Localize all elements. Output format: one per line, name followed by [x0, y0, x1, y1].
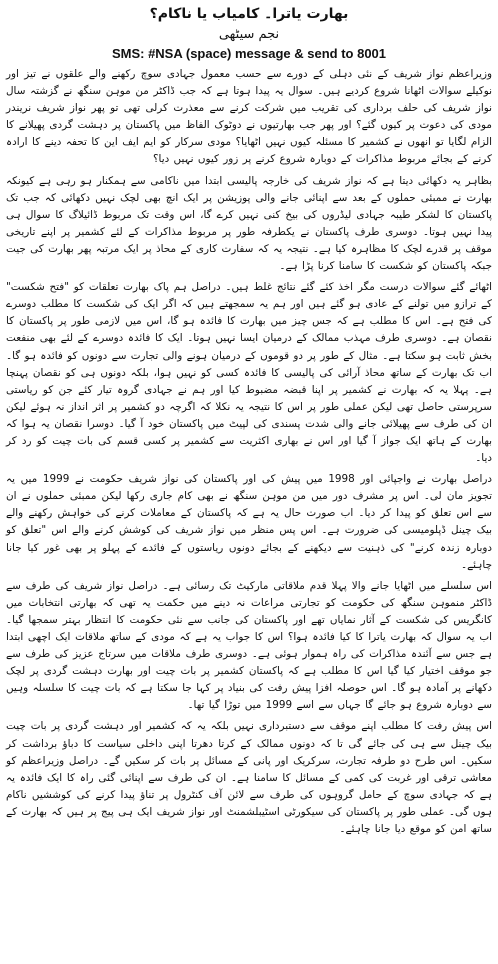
- article-paragraph: اس پیش رفت کا مطلب اپنے موقف سے دستبرداری نہیں بلکہ یہ کہ کشمیر اور دہشت گردی پر بات چیت بیک چینل سے ہی کی جائے گی تا کہ دونوں ممالک کے کرتا دھرتا اپنی داخلی سیاست کا دباؤ برداشت کر سکیں۔ اس طرح دو طرفہ تجارت، سرکریک اور پانی کے مسائل پر بات کر سکیں گے۔ دراصل وزیراعظم کو معاشی ترقی اور غربت کی کمی کے مسائل کا سامنا ہے۔ ان کی طرف سے اپنائی گئی راہ کا ایک فائدہ یہ ہے کہ جہادی سوچ کے حامل گروہوں کی طرف سے لائن آف کنٹرول پر تناؤ پیدا کرنے کی کوششیں ناکام ہوں گی۔ عملی طور پر پاکستان کی سیکورٹی اسٹیبلشمنٹ اور نواز شریف ایک ہی پیج پر ہیں کہ بھارت کے ساتھ امن کو موقع دیا جانا چاہئے۔: [6, 720, 492, 836]
- sms-subscription-line: SMS: #NSA (space) message & send to 8001: [111, 46, 387, 61]
- author-byline: نجم سیٹھی: [218, 27, 280, 42]
- article-paragraph: اس سلسلے میں اٹھایا جانے والا پہلا قدم ملاقاتی مارکیٹ تک رسائی ہے۔ دراصل نواز شریف کی طرف سے ڈاکٹر منموہن سنگھ کی حکومت کو تجارتی مراعات نہ دینے میں حکمت یہ تھی کہ بھارتی انتخابات میں کانگریس کی شکست کے آثار نمایاں تھے اور پاکستان کی جانب سے نئی حکومت کا انتظار بہتر سمجھا گیا۔ اب یہ سوال کہ بھارت یاترا کا کیا فائدہ ہوا؟ اس کا جواب یہ ہے کہ مودی کے ساتھ ملاقات ایک اچھی ابتدا ہے جس سے آئندہ مذاکرات کی راہ ہموار ہوئی ہے۔ دوسری طرف ملاقات میں سرتاج عزیز کی طرف سے جو موقف اختیار کیا گیا اس کا مطلب ہے کہ پاکستان کشمیر پر بات چیت اور بھارت دہشت گردی پر لچک دکھانے پر آمادہ ہو گا۔ اس حوصلہ افزا پیش رفت کی بنیاد پر کہا جا سکتا ہے کہ بات چیت کا سلسلہ وہیں سے دوبارہ شروع ہو جائے گا جہاں سے اسے 1999 میں توڑا گیا تھا۔: [6, 579, 492, 712]
- article-paragraph: بظاہر یہ دکھائی دیتا ہے کہ نواز شریف کی خارجہ پالیسی ابتدا میں ناکامی سے ہمکنار ہو رہی ہے کیونکہ بھارت نے ممبئی حملوں کے بعد سے اپنائی جانے والی پوزیشن پر ایک انچ بھی لچک نہیں دکھائی کہ جب تک پاکستان کا لشکر طیبہ جہادی لیڈروں کی بیخ کنی نہیں کرے گا، اس وقت تک مربوط ڈائیلاگ کا سوال ہی پیدا نہیں ہوتا۔ دوسری طرف پاکستان نے یکطرفہ طور پر مربوط مذاکرات کے لئے کشمیر پر اپنے تاریخی موقف پر قدرے لچک کا مظاہرہ کیا ہے۔ نتیجہ یہ کہ سفارت کاری کے محاذ پر ایک مرتبہ پھر بھارت کی جیت جبکہ پاکستان کو شکست کا سامنا کرنا پڑا ہے۔: [6, 174, 492, 273]
- article-headline: بھارت یاترا۔ کامیاب یا ناکام؟: [149, 6, 349, 22]
- article-paragraph: دراصل بھارت نے واجپائی اور 1998 میں پیش کی اور پاکستان کی نواز شریف حکومت نے 1999 میں یہ تجویز مان لی۔ اس پر مشرف دور میں من موہن سنگھ نے بھی کام جاری رکھا لیکن ممبئی حملوں نے ان سے اس تعلق کو پیدا کر دیا۔ اب صورت حال یہ ہے کہ پاکستان کے معاملات کرنے کی خواہش رکھنے والے بیک چینل ڈپلومیسی کی ضرورت ہے۔ اس پس منظر میں نواز شریف کی کوشش کرنے والے اس "تعلق کو دوبارہ زندہ کرنے" کی ذہنیت سے دیکھنے کے بجائے دونوں ریاستوں کے فائدے کے پہلو پر بھی غور کیا جانا چاہئے۔: [6, 473, 492, 571]
- article-paragraph: اٹھائے گئے سوالات درست مگر اخذ کئے گئے نتائج غلط ہیں۔ دراصل ہم پاک بھارت تعلقات کو "فتح شکست" کے ترازو میں تولنے کے عادی ہو گئے ہیں اور ہم یہ سمجھتے ہیں کہ اگر ایک کی شکست کا مطلب دوسرے کی فتح ہے۔ اس کا مطلب ہے کہ جس چیز میں بھارت کا فائدہ ہو گا، اس میں لازمی طور پر پاکستان کا نقصان ہے۔ دوسری طرف مہذب ممالک کے درمیان ایسا نہیں ہوتا۔ ایک کا فائدہ دوسرے کے لئے بھی منفعت بخش ثابت ہو سکتا ہے۔ مثال کے طور پر دو قوموں کے درمیان ہونے والی تجارت سے دونوں کو فائدہ ہو گا۔ اب تک بھارت کے ساتھ محاذ آرائی کی پالیسی کا فائدہ کسی کو نہیں ہوا، بلکہ دونوں ہی کو نقصان پہنچا ہے۔ پہلا یہ کہ بھارت نے کشمیر پر اپنا قبضہ مضبوط کیا اور ہم نے جہادی گروہ تیار کئے جن کو ریاستی سرپرستی حاصل تھی لیکن عملی طور پر اس کا نتیجہ یہ نکلا کہ اگرچہ دو کشمیر پر اثر انداز نہ ہوئے لیکن ان کی طرف سے پھیلائی جانے والی شدت پسندی کی لپیٹ میں پاکستان خود آ گیا۔ دوسرا نقصان یہ ہوا کہ بھارت کے ہاتھ ایک جواز آ گیا اور اس نے بھاری اکثریت سے کشمیر پر کسی قسم کی بات چیت کو رد کر دیا۔: [6, 281, 492, 465]
- article-paragraph: وزیراعظم نواز شریف کے نئی دہلی کے دورے سے حسب معمول جہادی سوچ رکھنے والے علقوں نے تیز اور نوکیلے سوالات اٹھانا شروع کردیے ہیں۔ سوال یہ پیدا ہوتا ہے کہ جب ڈاکٹر من موہن سنگھ نے گزشتہ سال نواز شریف کی حلف برداری کی تقریب میں شرکت کرنے سے معذرت کرلی تھی تو پھر نواز شریف نریندر مودی کی دعوت پر کیوں گئے؟ اور پھر جب بھارتیوں نے دوٹوک الفاظ میں پاکستان پر دہشت گردی پھیلانے کا الزام لگایا تو انھوں نے کشمیر کا مسئلہ کیوں نہیں اٹھایا؟ مودی سرکار کو ایم ایف این کا تحفہ دینے کا ارادہ کرنے کے بجائے مربوط مذاکرات کے دوبارہ شروع کرنے پر زور کیوں نہیں دیا؟: [6, 68, 492, 166]
- article-body: [6, 66, 492, 838]
